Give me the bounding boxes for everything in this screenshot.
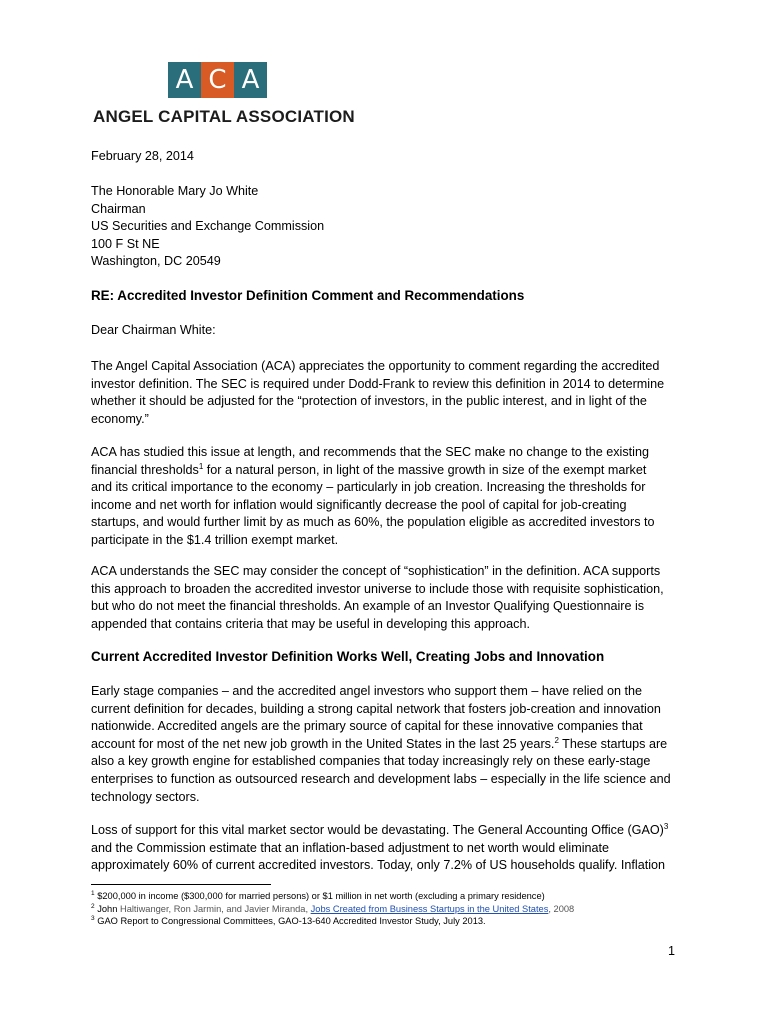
- footnote-text: , 2008: [548, 903, 575, 914]
- paragraph-line: ACA understands the SEC may consider the concept of “sophistication” in the definition. ACA supports: [91, 564, 661, 578]
- text-run: for a natural person, in light of the massive growth in size of the exempt market: [203, 462, 647, 477]
- footnote-number: 1: [91, 889, 95, 897]
- paragraph-4: [91, 683, 691, 806]
- page-number: 1: [668, 944, 676, 958]
- footnote-text: Haltiwanger, Ron Jarmin, and Javier Miranda,: [117, 903, 311, 914]
- organization-name: ANGEL CAPITAL ASSOCIATION: [93, 107, 355, 126]
- paragraph-line: but who do not meet the financial thresholds. An example of an Investor Qualifying Questionnaire is: [91, 599, 645, 614]
- footnote-2: [91, 903, 574, 916]
- paragraph-line: current definition for decades, building a strong capital network that fosters job-creation and innovation: [91, 701, 661, 716]
- footnotes: [91, 890, 574, 928]
- address-line: Chairman: [91, 201, 146, 216]
- footnote-text: GAO Report to Congressional Committees, GAO-13-640 Accredited Investor Study, July 2013.: [97, 916, 486, 927]
- paragraph-line: investor definition. The SEC is required under Dodd-Frank to review this definition in 2014 to determine: [91, 376, 665, 391]
- footnote-ref: 2: [554, 735, 559, 745]
- text-run: financial thresholds: [91, 462, 199, 477]
- paragraph-line: participate in the $1.4 trillion exempt market.: [91, 532, 339, 547]
- text-run: Loss of support for this vital market sector would be devastating. The General Accounting Office (GAO): [91, 823, 664, 837]
- footnote-text: John: [97, 903, 118, 914]
- footnote-text: $200,000 in income ($300,000 for married persons) or $1 million in net worth (excluding a primary residence): [97, 891, 545, 901]
- address-line: US Securities and Exchange Commission: [91, 219, 325, 234]
- salutation-text: Dear Chairman White:: [91, 323, 216, 337]
- paragraph-line: economy.”: [91, 411, 149, 426]
- text-run: account for most of the net new job growth in the United States in the last 25 years.: [91, 736, 555, 751]
- letter-date: [91, 148, 691, 166]
- paragraph-line: also a key growth engine for established companies that today increasingly rely on these early-stage: [91, 754, 651, 769]
- paragraph-1: [91, 358, 691, 428]
- logo-box-a1: A: [168, 62, 201, 98]
- address-line: Washington, DC 20549: [91, 254, 221, 269]
- section-heading: Current Accredited Investor Definition Works Well, Creating Jobs and Innovation: [91, 649, 605, 664]
- logo-letter-boxes: [168, 62, 267, 98]
- date-text: February 28, 2014: [91, 149, 194, 163]
- paragraph-line: technology sectors.: [91, 789, 200, 804]
- footnote-1: [91, 890, 574, 903]
- paragraph-line: appended that contains criteria that may be useful in developing this approach.: [91, 616, 530, 631]
- address-line: The Honorable Mary Jo White: [91, 184, 259, 198]
- paragraph-line: nationwide. Accredited angels are the primary source of capital for these innovative companies that: [91, 719, 643, 734]
- paragraph-line: and the Commission estimate that an inflation-based adjustment to net worth would eliminate: [91, 840, 610, 855]
- paragraph-line: ACA has studied this issue at length, and recommends that the SEC make no change to the existing: [91, 445, 649, 459]
- re-heading: RE: Accredited Investor Definition Comment and Recommendations: [91, 288, 525, 303]
- footnote-number: 2: [91, 902, 95, 910]
- paragraph-line: [91, 462, 691, 480]
- paragraph-line: Early stage companies – and the accredited angel investors who support them – have relied on the: [91, 684, 642, 698]
- footnote-ref: 3: [663, 821, 669, 831]
- paragraph-line: [91, 822, 691, 840]
- logo-box-c: C: [201, 62, 234, 98]
- paragraph-line: The Angel Capital Association (ACA) appreciates the opportunity to comment regarding the accredited: [91, 359, 660, 373]
- paragraph-line: this approach to broaden the accredited investor universe to include those with requisite sophistication,: [91, 581, 664, 596]
- paragraph-line: income and net worth for inflation would significantly decrease the pool of capital for job-creating: [91, 497, 627, 512]
- paragraph-line: approximately 60% of current accredited investors. Today, only 7.2% of US households qualify. Inflation: [91, 858, 666, 873]
- paragraph-line: enterprises to function as outsourced research and development labs – especially in the life science and: [91, 771, 671, 786]
- footnote-ref: 1: [198, 461, 204, 471]
- paragraph-2: [91, 444, 691, 550]
- paragraph-line: whether it should be adjusted for the “protection of investors, in the public interest, and in light of the: [91, 394, 647, 409]
- footnote-number: 3: [91, 915, 95, 923]
- salutation: [91, 322, 691, 340]
- footnote-link[interactable]: Jobs Created from Business Startups in the United States: [310, 903, 549, 914]
- logo-box-a2: A: [234, 62, 267, 98]
- footnote-3: [91, 915, 574, 928]
- address-line: 100 F St NE: [91, 236, 160, 251]
- recipient-address: [91, 183, 691, 271]
- footnote-divider: [91, 884, 271, 885]
- paragraph-5: [91, 822, 691, 875]
- paragraph-line: and its critical importance to the economy – particularly in job creation. Increasing the thresholds for: [91, 480, 646, 495]
- text-run: These startups are: [558, 736, 668, 751]
- paragraph-line: [91, 736, 691, 754]
- paragraph-line: startups, and would further limit by as much as 60%, the population eligible as accredited investors to: [91, 515, 655, 530]
- paragraph-3: [91, 563, 691, 633]
